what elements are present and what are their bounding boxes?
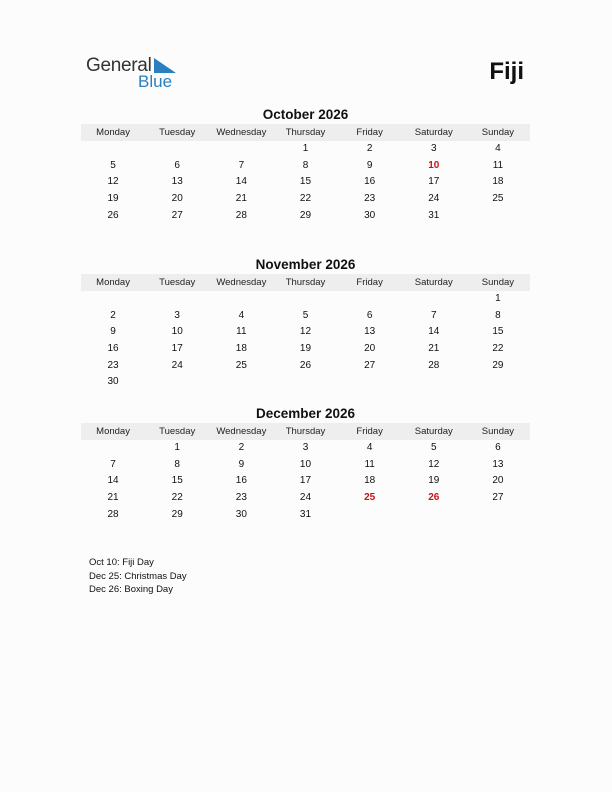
weekday-header: Monday (96, 426, 130, 437)
day-cell: 4 (495, 143, 501, 154)
weekday-header: Monday (96, 127, 130, 138)
day-cell: 7 (430, 309, 437, 321)
weekday-header: Monday (96, 277, 130, 288)
holiday-entry: Dec 25: Christmas Day (89, 570, 187, 582)
day-cell: 9 (110, 326, 116, 338)
day-cell (338, 291, 402, 308)
weekday-header: Tuesday (159, 127, 196, 138)
holiday-list (89, 556, 187, 597)
day-cell: 8 (495, 309, 501, 321)
day-cell: 23 (364, 193, 376, 205)
day-cell: 7 (110, 458, 116, 470)
day-cell: 15 (492, 326, 504, 338)
week-row (81, 158, 530, 175)
day-cell: 16 (235, 475, 247, 487)
day-cell: 20 (492, 475, 504, 487)
day-cell (338, 507, 402, 524)
day-cell: 21 (107, 492, 119, 504)
day-cell: 16 (107, 343, 119, 355)
day-cell: 19 (428, 475, 440, 487)
day-cell (81, 141, 145, 158)
day-cell: 13 (364, 326, 376, 338)
day-cell (338, 374, 402, 391)
day-cell: 13 (492, 458, 504, 470)
day-cell: 6 (174, 159, 180, 171)
day-cell: 18 (364, 475, 376, 487)
weekday-header: Saturday (414, 277, 453, 288)
day-cell: 12 (428, 458, 440, 470)
day-cell (145, 374, 209, 391)
day-cell: 18 (235, 343, 247, 355)
day-cell: 21 (428, 343, 440, 355)
day-cell: 30 (235, 508, 247, 520)
day-cell: 14 (235, 176, 247, 188)
day-cell (466, 208, 530, 225)
day-cell (81, 291, 145, 308)
day-cell: 25 (364, 492, 376, 504)
weekday-header: Saturday (414, 426, 453, 437)
day-cell: 26 (107, 209, 119, 221)
day-cell (402, 374, 466, 391)
weekday-header-row (81, 274, 530, 291)
weekday-header: Thursday (285, 277, 326, 288)
day-cell: 27 (492, 492, 504, 504)
day-cell: 18 (492, 176, 504, 188)
weekday-header: Friday (356, 127, 383, 138)
day-cell: 23 (235, 492, 247, 504)
weekday-header: Sunday (481, 277, 515, 288)
day-cell: 3 (430, 143, 437, 154)
day-cell: 27 (171, 209, 183, 221)
day-cell: 6 (366, 309, 373, 321)
day-cell: 19 (299, 343, 312, 355)
day-cell: 20 (171, 193, 183, 205)
day-cell: 11 (492, 159, 504, 171)
weekday-header: Tuesday (159, 277, 196, 288)
weekday-header: Sunday (481, 426, 515, 437)
day-cell: 30 (107, 376, 119, 388)
weekday-header: Friday (356, 426, 383, 437)
weekday-header: Tuesday (159, 426, 196, 437)
day-cell: 1 (174, 442, 180, 453)
month-title: December 2026 (255, 406, 356, 421)
day-cell: 1 (495, 293, 501, 304)
day-cell (209, 374, 273, 391)
logo-text-general: General (86, 55, 152, 76)
month-title: November 2026 (255, 257, 356, 272)
month-title: October 2026 (262, 107, 349, 122)
weekday-header: Wednesday (216, 127, 267, 138)
day-cell: 10 (171, 326, 183, 338)
day-cell: 26 (428, 492, 440, 504)
day-cell: 20 (364, 343, 376, 355)
day-cell: 24 (299, 492, 312, 504)
day-cell: 25 (492, 193, 504, 205)
day-cell: 26 (299, 359, 312, 371)
day-cell: 17 (428, 176, 440, 188)
day-cell: 17 (171, 343, 183, 355)
day-cell: 5 (430, 442, 437, 453)
day-cell (81, 440, 145, 457)
week-row (81, 174, 530, 191)
day-cell: 6 (495, 442, 501, 453)
day-cell: 14 (107, 475, 119, 487)
day-cell: 1 (302, 143, 309, 154)
week-row (81, 507, 530, 524)
week-row (81, 440, 530, 457)
weekday-header: Saturday (414, 127, 453, 138)
week-row (81, 374, 530, 391)
country-title: Fiji (489, 58, 524, 85)
day-cell: 3 (174, 309, 180, 321)
day-cell: 24 (428, 193, 440, 205)
logo-flag-icon (154, 58, 176, 73)
brand-logo (86, 55, 186, 95)
day-cell: 5 (110, 159, 116, 171)
day-cell: 4 (366, 442, 373, 453)
week-row (81, 291, 530, 308)
day-cell: 22 (299, 193, 312, 205)
day-cell: 29 (171, 508, 183, 520)
week-row (81, 490, 530, 507)
weekday-header: Sunday (481, 127, 515, 138)
day-cell: 27 (364, 359, 376, 371)
day-cell: 19 (107, 193, 119, 205)
day-cell (466, 507, 530, 524)
weekday-header: Friday (356, 277, 383, 288)
weekday-header: Thursday (285, 426, 326, 437)
day-cell: 2 (366, 143, 373, 154)
weekday-header-row (81, 124, 530, 141)
day-cell: 11 (236, 326, 247, 338)
day-cell (209, 291, 273, 308)
month-calendar (81, 256, 530, 391)
day-cell: 11 (364, 458, 375, 470)
day-cell: 9 (238, 458, 245, 470)
day-cell: 12 (299, 326, 312, 338)
day-cell: 30 (364, 209, 376, 221)
day-cell: 14 (428, 326, 440, 338)
day-cell (145, 141, 209, 158)
day-cell: 28 (428, 359, 440, 371)
day-cell: 15 (171, 475, 183, 487)
day-cell: 23 (107, 359, 119, 371)
day-cell: 9 (366, 159, 373, 171)
day-cell (273, 291, 337, 308)
weekday-header: Thursday (285, 127, 326, 138)
day-cell: 31 (299, 508, 312, 520)
day-cell: 2 (110, 309, 116, 321)
day-cell (209, 141, 273, 158)
week-row (81, 457, 530, 474)
day-cell: 16 (364, 176, 376, 188)
day-cell: 8 (302, 159, 309, 171)
day-cell: 24 (171, 359, 183, 371)
day-cell: 22 (492, 343, 504, 355)
day-cell: 3 (302, 442, 309, 453)
day-cell: 21 (235, 193, 247, 205)
day-cell (273, 374, 337, 391)
day-cell (145, 291, 209, 308)
day-cell: 7 (238, 159, 245, 171)
day-cell: 12 (107, 176, 119, 188)
week-row (81, 341, 530, 358)
week-row (81, 358, 530, 375)
day-cell: 2 (238, 442, 245, 453)
day-cell (466, 374, 530, 391)
day-cell: 28 (235, 209, 247, 221)
day-cell: 28 (107, 508, 119, 520)
week-row (81, 141, 530, 158)
week-row (81, 473, 530, 490)
day-cell: 10 (299, 458, 312, 470)
week-row (81, 324, 530, 341)
holiday-entry: Dec 26: Boxing Day (89, 584, 173, 595)
weekday-header: Wednesday (216, 426, 267, 437)
week-row (81, 208, 530, 225)
day-cell: 10 (428, 159, 440, 171)
day-cell: 8 (174, 458, 180, 470)
month-calendar (81, 106, 530, 224)
month-calendar (81, 405, 530, 523)
day-cell: 13 (171, 176, 183, 188)
holiday-entry: Oct 10: Fiji Day (89, 557, 154, 568)
week-row (81, 191, 530, 208)
day-cell: 15 (299, 176, 312, 188)
day-cell: 22 (171, 492, 183, 504)
day-cell: 25 (235, 359, 247, 371)
weekday-header: Wednesday (216, 277, 267, 288)
week-row (81, 308, 530, 325)
day-cell: 29 (299, 209, 312, 221)
day-cell: 29 (492, 359, 504, 371)
weekday-header-row (81, 423, 530, 440)
day-cell: 31 (428, 209, 440, 221)
day-cell (402, 507, 466, 524)
day-cell: 5 (302, 309, 309, 321)
day-cell: 17 (299, 475, 312, 487)
logo-text-blue: Blue (138, 72, 173, 91)
day-cell (402, 291, 466, 308)
day-cell: 4 (238, 309, 245, 321)
